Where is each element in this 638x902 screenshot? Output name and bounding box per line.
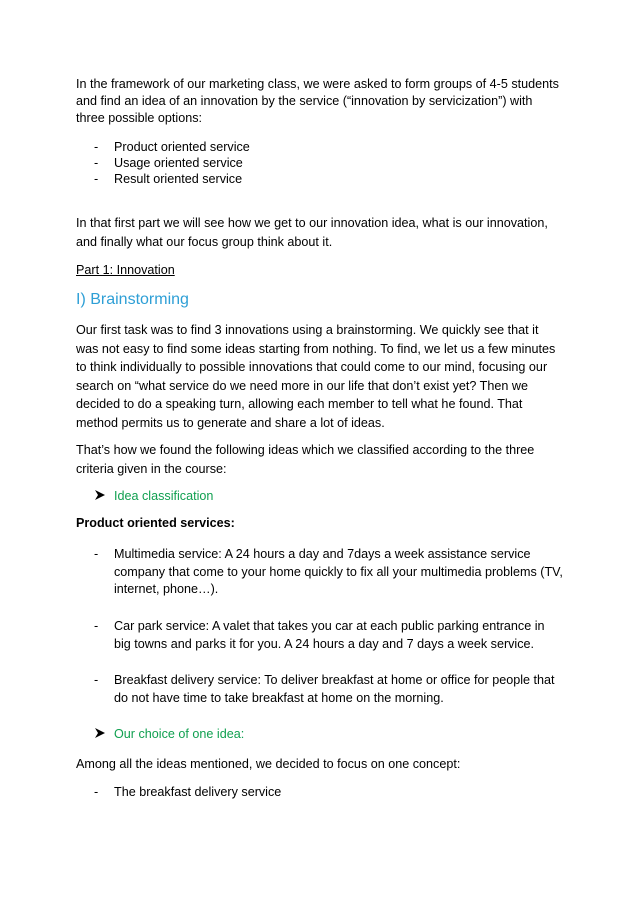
arrow-bullet-icon	[94, 489, 106, 501]
service-text: Car park service: A valet that takes you car at each public parking entrance in big towns and parks it for you. A 24 hours a day and 7 days a week service.	[114, 619, 545, 651]
subheading-label: Our choice of one idea:	[114, 727, 245, 741]
option-label: Product oriented service	[114, 140, 250, 154]
dash-bullet: -	[94, 785, 99, 799]
service-item-multimedia	[94, 546, 564, 599]
service-item-car-park	[94, 618, 564, 653]
choice-paragraph: Among all the ideas mentioned, we decided to focus on one concept:	[76, 757, 461, 771]
dash-bullet: -	[94, 547, 99, 561]
dash-bullet: -	[94, 172, 99, 186]
dash-bullet: -	[94, 156, 99, 170]
selected-idea-label: The breakfast delivery service	[114, 785, 282, 799]
service-text: Breakfast delivery service: To deliver breakfast at home or office for people that do not have time to take breakfast at home on the morning.	[114, 673, 555, 705]
option-label: Usage oriented service	[114, 156, 243, 170]
arrow-bullet-icon	[94, 727, 106, 739]
intro-paragraph: In the framework of our marketing class, we were asked to form groups of 4-5 students and find an idea of an innovation by the service (“innovation by servicization”) with three possible options:	[76, 77, 559, 125]
dash-bullet: -	[94, 673, 99, 687]
dash-bullet: -	[94, 140, 99, 154]
option-label: Result oriented service	[114, 172, 243, 186]
dash-bullet: -	[94, 619, 99, 633]
product-services-title: Product oriented services:	[76, 516, 235, 530]
service-item-breakfast	[94, 672, 564, 707]
service-text: Multimedia service: A 24 hours a day and 7days a week assistance service company that come to your home quickly to fix all your multimedia problems (TV, internet, phone…).	[114, 547, 563, 596]
subheading-label: Idea classification	[114, 489, 214, 503]
section-heading: I) Brainstorming	[76, 291, 189, 308]
classification-intro-paragraph: That’s how we found the following ideas which we classified according to the three criteria given in the course:	[76, 443, 535, 476]
part-title: Part 1: Innovation	[76, 263, 175, 277]
brainstorm-paragraph: Our first task was to find 3 innovations using a brainstorming. We quickly see that it was not easy to find some ideas starting from nothing. To find, we let us a few minutes to think individually to possible innovations that could come to our mind, focusing our search on “what service do we need more in our life that don’t exist yet? Then we decided to do a speaking turn, allowing each member to tell what he found. That method permits us to generate and share a lot of ideas.	[76, 323, 556, 430]
first-part-paragraph: In that first part we will see how we get to our innovation idea, what is our innovation, and finally what our focus group think about it.	[76, 216, 548, 249]
